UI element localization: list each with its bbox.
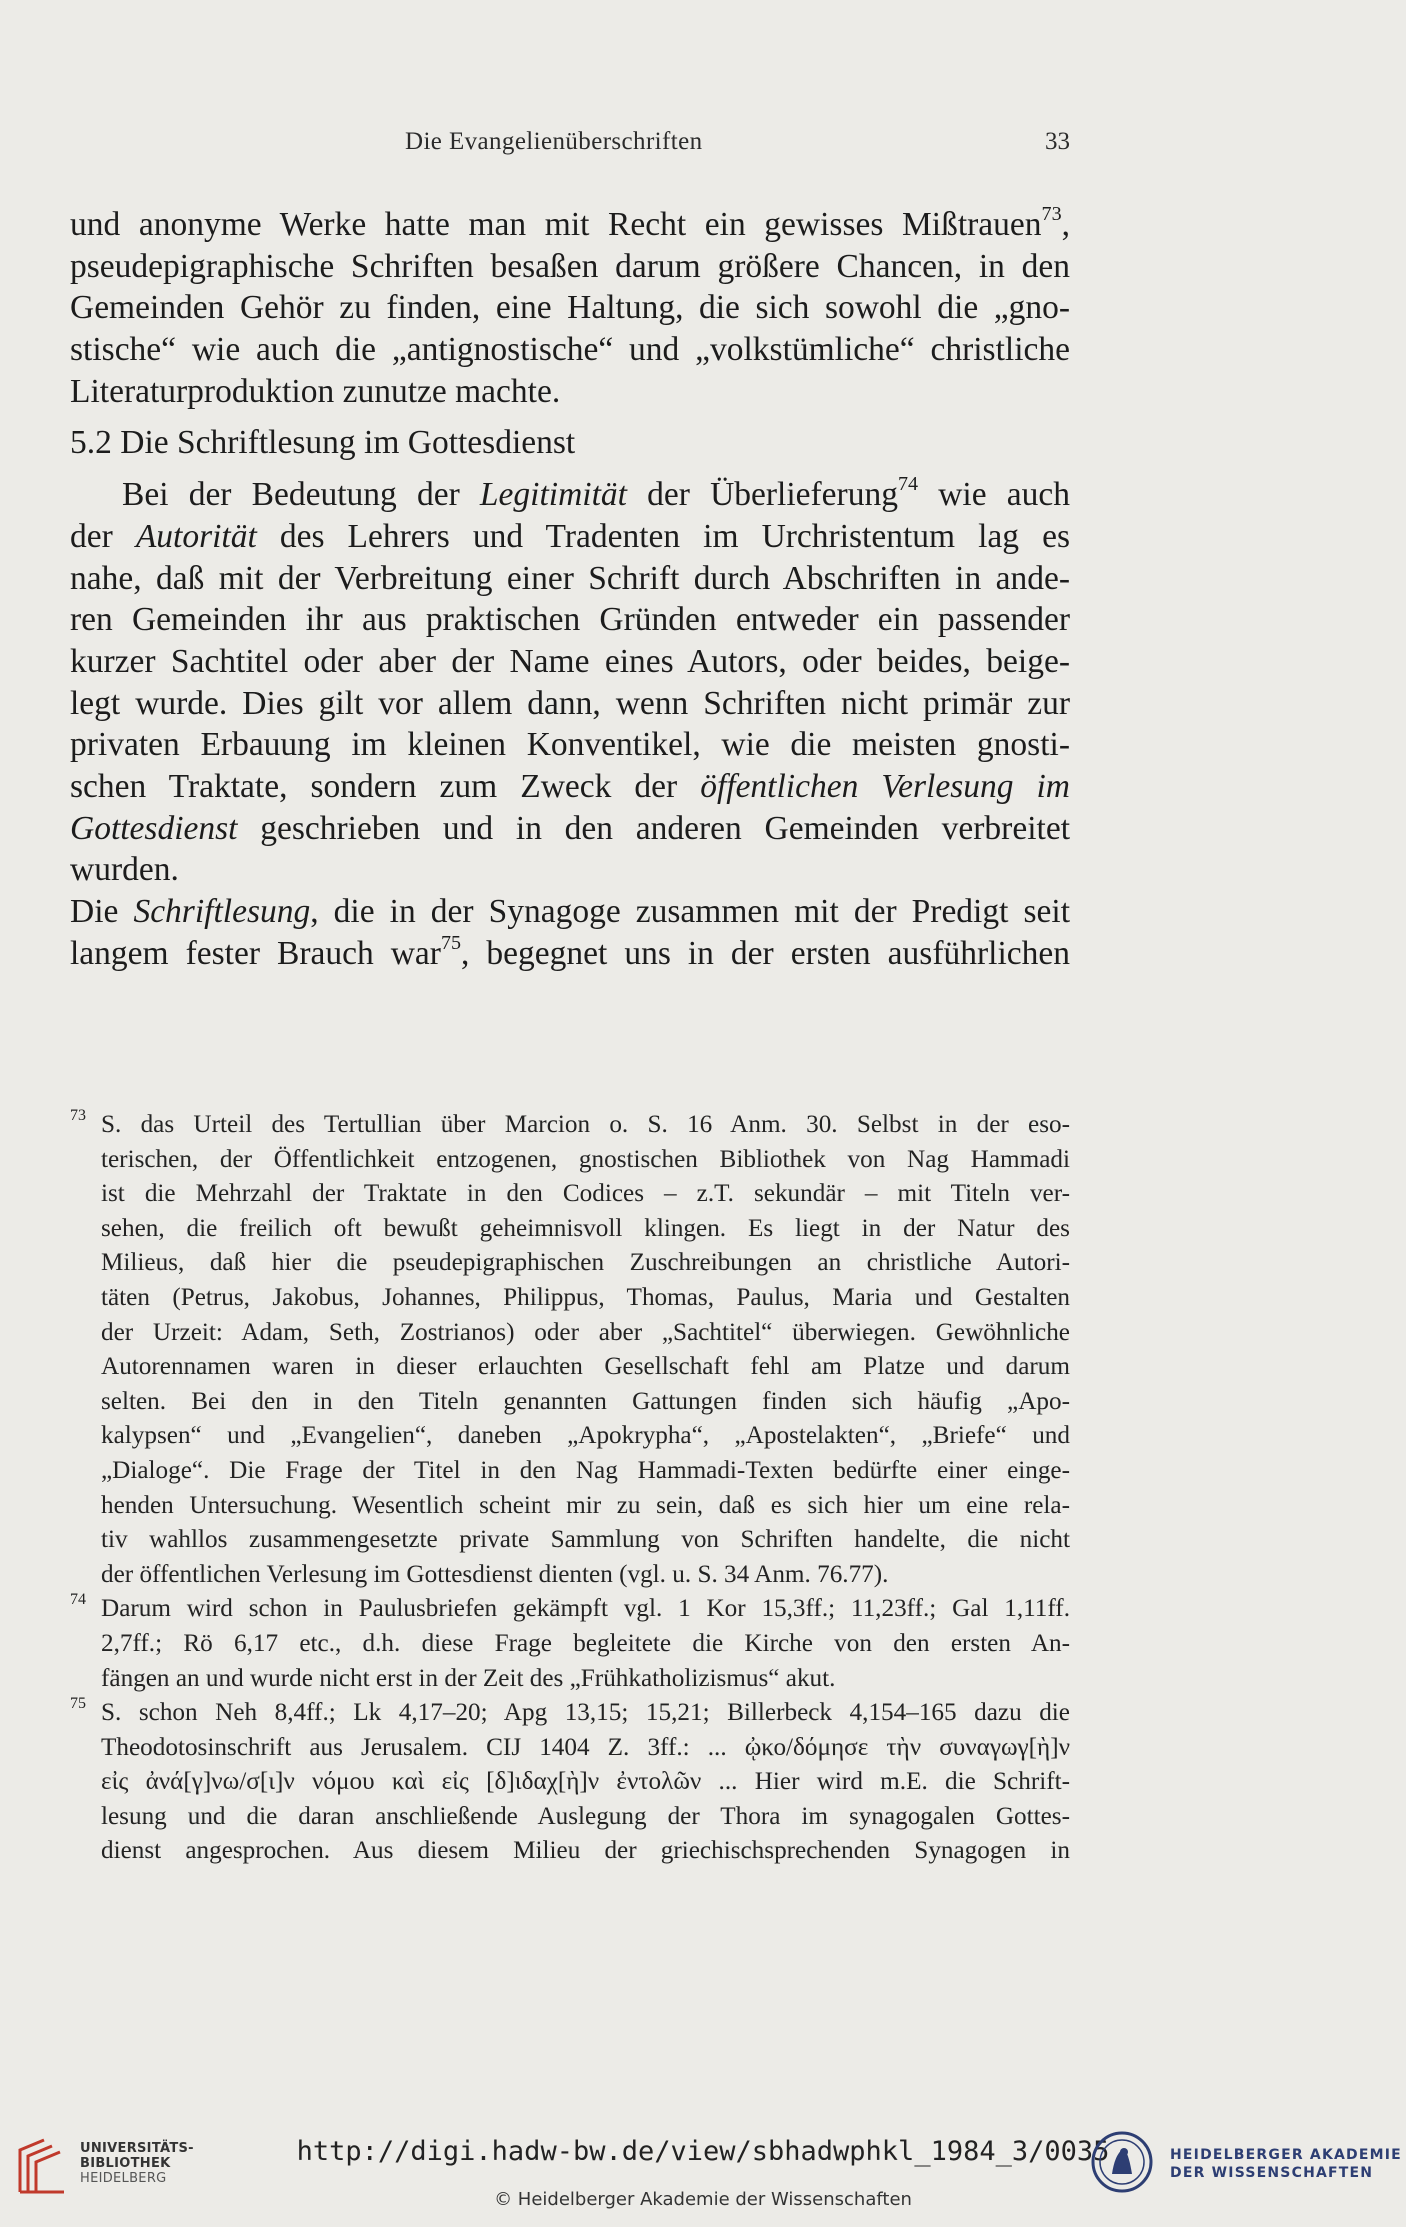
footnote-line: fängen an und wurde nicht erst in der Zeit des „Frühkatholizismus“ akut. — [101, 1664, 836, 1692]
footnote-74 — [70, 1592, 1070, 1696]
footnote-line: dienst angesprochen. Aus diesem Milieu der griechischsprechenden Synagogen in — [101, 1837, 1070, 1865]
text-line: Gemeinden Gehör zu finden, eine Haltung, die sich sowohl die „gno- — [70, 289, 1070, 327]
text-line: pseudepigraphische Schriften besaßen darum größere Chancen, in den — [70, 247, 1070, 285]
footnote-line: henden Untersuchung. Wesentlich scheint mir zu sein, daß es sich hier um eine rela- — [101, 1491, 1070, 1519]
academy-seal-icon[interactable] — [1090, 2130, 1154, 2194]
main-text — [70, 204, 1070, 974]
footnote-line: sehen, die freilich oft bewußt geheimnisvoll klingen. Es liegt in der Natur des — [101, 1214, 1070, 1242]
text-line: schen Traktate, sondern zum Zweck der öffentlichen Verlesung im — [70, 767, 1070, 805]
text-line: legt wurde. Dies gilt vor allem dann, wenn Schriften nicht primär zur — [70, 684, 1070, 722]
footnote-line: kalypsen“ und „Evangelien“, daneben „Apokrypha“, „Apostelakten“, „Briefe“ und — [101, 1422, 1070, 1450]
text-line: Literaturproduktion zunutze machte. — [70, 372, 561, 410]
footnotes — [70, 1108, 1070, 1869]
digitization-footer — [0, 2110, 1406, 2227]
footnote-line: täten (Petrus, Jakobus, Johannes, Philippus, Thomas, Paulus, Maria und Gestalten — [101, 1283, 1070, 1311]
text-line: wurden. — [70, 851, 179, 889]
footnote-73 — [70, 1108, 1070, 1592]
text-line: Bei der Bedeutung der Legitimität der Überlieferung$^{74}$ wie auch — [122, 473, 1070, 514]
footnote-ref-73[interactable]: 73 — [1041, 202, 1062, 225]
footnote-line: „Dialoge“. Die Frage der Titel in den Nag Hammadi-Texten bedürfte einer einge- — [101, 1456, 1070, 1484]
academy-name: HEIDELBERGER AKADEMIE DER WISSENSCHAFTEN — [1170, 2147, 1402, 2181]
page-number: 33 — [1045, 128, 1070, 155]
text-line: Die Schriftlesung, die in der Synagoge zusammen mit der Predigt seit — [70, 893, 1071, 930]
footnote-line: lesung und die daran anschließende Auslegung der Thora im synagogalen Gottes- — [101, 1802, 1070, 1830]
footnote-line: Autorennamen waren in dieser erlauchten Gesellschaft fehl am Platze und darum — [101, 1353, 1070, 1381]
text-line: nahe, daß mit der Verbreitung einer Schrift durch Abschriften in ande- — [70, 559, 1070, 597]
copyright-notice: © Heidelberger Akademie der Wissenschaften — [494, 2189, 912, 2210]
footnote-line: Theodotosinschrift aus Jerusalem. CIJ 1404 Z. 3ff.: ... ᾠκο/δόμησε τὴν συναγωγ[ὴ]ν — [101, 1733, 1070, 1761]
footnote-line: terischen, der Öffentlichkeit entzogenen, gnostischen Bibliothek von Nag Hammadi — [101, 1145, 1070, 1173]
text-line: privaten Erbauung im kleinen Konventikel, wie die meisten gnosti- — [70, 726, 1070, 764]
footnote-line: S. das Urteil des Tertullian über Marcion o. S. 16 Anm. 30. Selbst in der eso- — [101, 1111, 1070, 1138]
footnote-mark: 74 — [70, 1591, 86, 1609]
footnote-line: selten. Bei den in den Titeln genannten Gattungen finden sich häufig „Apo- — [101, 1387, 1070, 1415]
text-line: langem fester Brauch war$^{75}$, begegnet uns in der ersten ausführlichen — [70, 931, 1071, 972]
footnote-line: S. schon Neh 8,4ff.; Lk 4,17–20; Apg 13,15; 15,21; Billerbeck 4,154–165 dazu die — [101, 1699, 1070, 1727]
text-line: der Autorität des Lehrers und Tradenten im Urchristentum lag es — [70, 517, 1070, 555]
footnote-ref-74[interactable]: 74 — [897, 473, 919, 496]
footnote-line: Milieus, daß hier die pseudepigraphischen Zuschreibungen an christliche Autori- — [101, 1249, 1070, 1277]
footnote-line: ist die Mehrzahl der Traktate in den Codices – z.T. sekundär – mit Titeln ver- — [101, 1180, 1070, 1208]
text-line: stische“ wie auch die „antignostische“ und „volkstümliche“ christliche — [70, 331, 1070, 369]
footnote-mark: 75 — [70, 1695, 86, 1713]
text-line: Gottesdienst geschrieben und in den anderen Gemeinden verbreitet — [70, 809, 1070, 847]
footnote-mark: 73 — [70, 1107, 86, 1124]
text-line: ren Gemeinden ihr aus praktischen Gründen entweder ein passender — [70, 601, 1070, 639]
text-line: und anonyme Werke hatte man mit Recht ein gewisses Mißtrauen$^{73}$, — [70, 202, 1070, 243]
footnote-line: 2,7ff.; Rö 6,17 etc., d.h. diese Frage begleitete die Kirche von den ersten An- — [101, 1629, 1070, 1657]
footnote-line: tiv wahllos zusammengesetzte private Sammlung von Schriften handelte, die nicht — [101, 1526, 1070, 1554]
footnote-line: der Urzeit: Adam, Seth, Zostrianos) oder aber „Sachtitel“ überwiegen. Gewöhnliche — [101, 1318, 1070, 1346]
footnote-line: εἰς ἀνά[γ]νω/σ[ι]ν νόμου καὶ εἰς [δ]ιδαχ[ὴ]ν ἐντολῶν ... Hier wird m.E. die Schrift- — [101, 1768, 1070, 1796]
section-heading: 5.2 Die Schriftlesung im Gottesdienst — [70, 424, 576, 462]
text-line: kurzer Sachtitel oder aber der Name eines Autors, oder beides, beige- — [70, 642, 1070, 680]
university-library-name: UNIVERSITÄTS- BIBLIOTHEK HEIDELBERG — [80, 2141, 194, 2186]
running-head-title: Die Evangelienüberschriften — [405, 128, 703, 155]
footnote-line: Darum wird schon in Paulusbriefen gekämpft vgl. 1 Kor 15,3ff.; 11,23ff.; Gal 1,11ff. — [101, 1595, 1070, 1623]
footnote-75 — [70, 1696, 1070, 1869]
footnote-ref-75[interactable]: 75 — [440, 931, 462, 954]
footnote-line: der öffentlichen Verlesung im Gottesdienst dienten (vgl. u. S. 34 Anm. 76.77). — [101, 1560, 889, 1588]
source-url-link[interactable]: http://digi.hadw-bw.de/view/sbhadwphkl_1984_3/0035 — [296, 2136, 1110, 2167]
